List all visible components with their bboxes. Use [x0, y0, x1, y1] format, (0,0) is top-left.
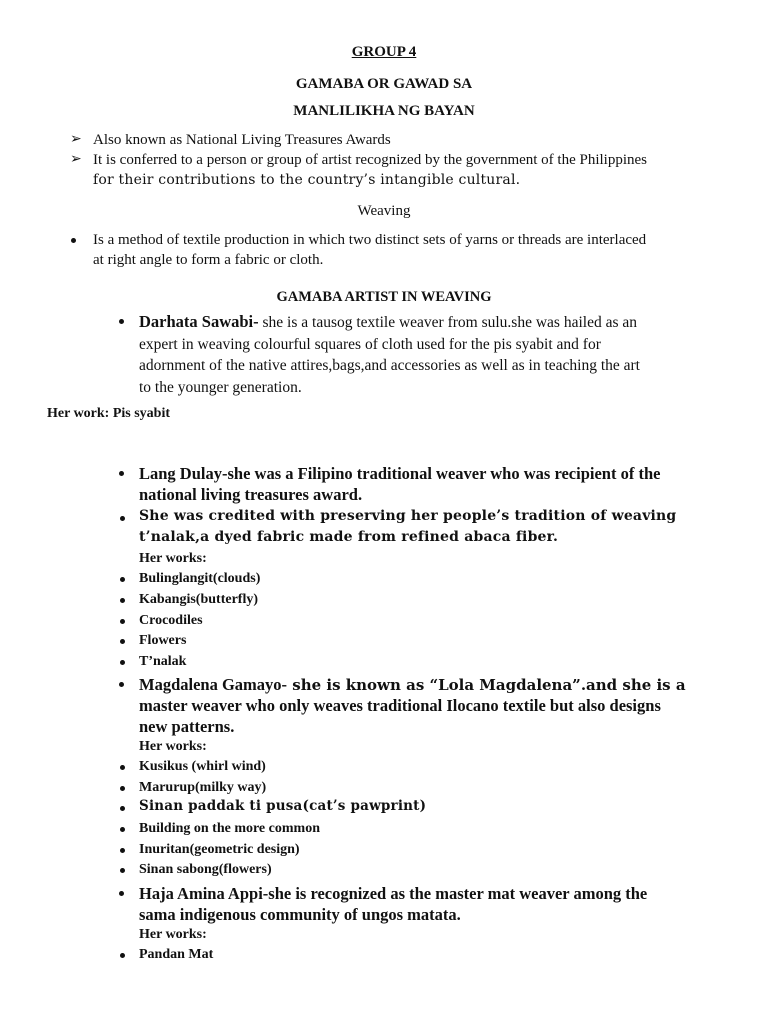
lang-dulay-work-3: Crocodiles	[139, 613, 203, 628]
haja-line1: Haja Amina Appi-she is recognized as the master mat weaver among the	[139, 884, 648, 903]
darhata-line3: adornment of the native attires,bags,and accessories as well as in teaching the art	[139, 357, 640, 374]
lang-dulay-note1: She was credited with preserving her people’s tradition of weaving	[139, 508, 677, 524]
magdalena-line2: master weaver who only weaves traditional Ilocano textile but also designs	[139, 696, 661, 715]
lang-dulay-line1: Lang Dulay-she was a Filipino traditional weaver who was recipient of the	[139, 464, 661, 483]
lang-dulay-work-4: Flowers	[139, 633, 187, 648]
magdalena-work-4: Building on the more common	[139, 821, 320, 836]
bullet-icon	[120, 516, 125, 521]
weaving-title: Weaving	[357, 203, 411, 219]
bullet-icon	[119, 471, 124, 476]
magdalena-works-label: Her works:	[139, 739, 207, 754]
magdalena-work-2: Marurup(milky way)	[139, 780, 267, 795]
bullet-icon	[120, 868, 125, 873]
magdalena-work-6: Sinan sabong(flowers)	[139, 862, 272, 877]
haja-works-label: Her works:	[139, 927, 207, 942]
magdalena-name: Magdalena Gamayo-	[139, 675, 288, 694]
bullet-icon	[119, 891, 124, 896]
document-title: GROUP 4	[351, 44, 417, 60]
lang-dulay-work-2: Kabangis(butterfly)	[139, 592, 258, 607]
darhata-line2: expert in weaving colourful squares of cloth used for the pis syabit and for	[139, 335, 601, 353]
bullet-icon	[120, 577, 125, 582]
haja-work-1: Pandan Mat	[139, 947, 214, 962]
lang-dulay-work-5: T’nalak	[139, 654, 187, 669]
artists-heading: GAMABA ARTIST IN WEAVING	[276, 289, 492, 305]
lang-dulay-work-1: Bulinglangit(clouds)	[139, 571, 261, 586]
bullet-icon	[120, 953, 125, 958]
bullet-icon	[120, 848, 125, 853]
bullet-icon	[120, 660, 125, 665]
magdalena-line1	[139, 674, 686, 696]
bullet-icon	[120, 786, 125, 791]
weaving-definition-line1: Is a method of textile production in which two distinct sets of yarns or threads are interlaced	[93, 232, 647, 248]
bullet-icon	[119, 682, 124, 687]
weaving-definition-line2: at right angle to form a fabric or cloth.	[93, 252, 324, 268]
haja-line2: sama indigenous community of ungos matata.	[139, 905, 461, 924]
arrow-bullet-icon: ➢	[70, 152, 82, 167]
bullet-icon	[120, 639, 125, 644]
darhata-name: Darhata Sawabi-	[139, 312, 259, 331]
heading-manlilikha: MANLILIKHA NG BAYAN	[293, 103, 475, 119]
intro-bullet-2: It is conferred to a person or group of artist recognized by the government of the Philippines	[93, 152, 648, 168]
bullet-icon	[120, 598, 125, 603]
magdalena-work-3: Sinan paddak ti pusa(cat’s pawprint)	[139, 798, 427, 814]
magdalena-work-1: Kusikus (whirl wind)	[139, 759, 266, 774]
magdalena-work-5: Inuritan(geometric design)	[139, 842, 300, 857]
bullet-icon	[120, 619, 125, 624]
magdalena-line3: new patterns.	[139, 717, 235, 736]
darhata-line1: she is a tausog textile weaver from sulu.she was hailed as an	[258, 314, 637, 331]
bullet-icon	[120, 827, 125, 832]
heading-gamaba: GAMABA OR GAWAD SA	[295, 76, 473, 92]
lang-dulay-note2: t’nalak,a dyed fabric made from refined abaca fiber.	[139, 529, 559, 545]
bullet-icon	[119, 319, 124, 324]
bullet-icon	[71, 238, 76, 243]
darhata-entry	[139, 311, 721, 398]
bullet-icon	[120, 765, 125, 770]
lang-dulay-works-label: Her works:	[139, 551, 207, 566]
magdalena-line1-rest: she is known as “Lola Magdalena”.and she is a	[287, 676, 686, 694]
darhata-work: Her work: Pis syabit	[47, 406, 171, 421]
intro-bullet-1: Also known as National Living Treasures Awards	[93, 132, 391, 148]
lang-dulay-line2: national living treasures award.	[139, 485, 363, 504]
bullet-icon	[120, 806, 125, 811]
intro-bullet-2-cont: for their contributions to the country’s intangible cultural.	[93, 172, 521, 188]
darhata-line4: to the younger generation.	[139, 378, 302, 396]
arrow-bullet-icon: ➢	[70, 132, 82, 147]
